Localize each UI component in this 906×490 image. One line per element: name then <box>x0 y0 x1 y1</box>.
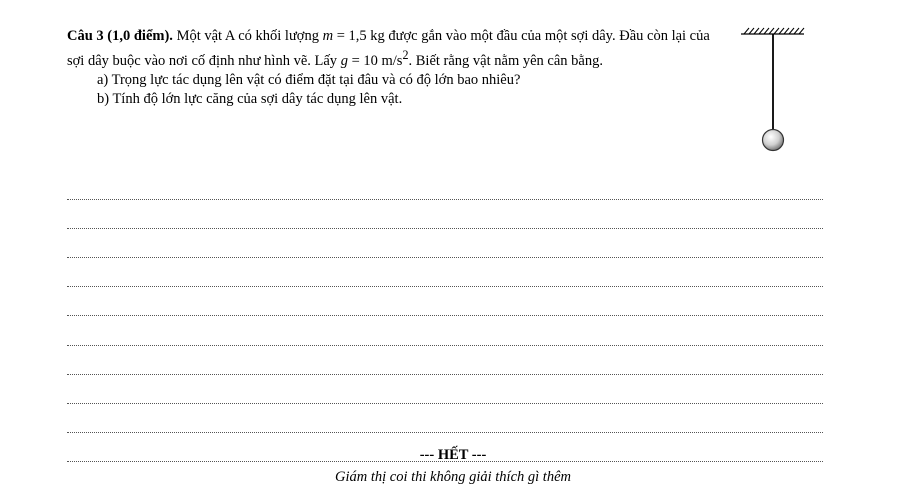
answer-line <box>67 258 823 287</box>
part-a: a) Trọng lực tác dụng lên vật có điểm đặt tại đâu và có độ lớn bao nhiêu? <box>97 71 521 88</box>
stem-text-1: Một vật A có khối lượng <box>172 28 323 44</box>
question-stem <box>67 27 727 71</box>
pendulum-figure <box>740 26 810 156</box>
answer-line <box>67 171 823 200</box>
ceiling-hatch <box>741 28 804 34</box>
part-b: b) Tính độ lớn lực căng của sợi dây tác dụng lên vật. <box>97 90 403 107</box>
answer-line <box>67 229 823 258</box>
end-mark: --- HẾT --- <box>419 447 487 463</box>
question-3 <box>67 27 727 109</box>
answer-line <box>67 316 823 345</box>
answer-line <box>67 375 823 404</box>
stem-text-3: = 10 m/s <box>347 52 403 69</box>
answer-lines <box>67 171 823 462</box>
answer-line <box>67 200 823 229</box>
answer-line <box>67 287 823 316</box>
answer-line <box>67 404 823 433</box>
exponent: 2 <box>402 48 409 62</box>
gravity-variable: g <box>340 52 348 69</box>
stem-text-4: . Biết rằng vật nằm yên cân bằng. <box>408 52 603 69</box>
footer-note: Giám thị coi thi không giải thích gì thêm <box>334 469 571 485</box>
stem-text-2: = 1,5 kg được gắn vào một đầu của một sợi dây. Đầu còn lại của sợi dây buộc vào nơi cố định như hình vẽ. Lấy <box>67 28 710 69</box>
object-a-ball <box>763 130 784 151</box>
answer-line <box>67 346 823 375</box>
question-heading: Câu 3 (1,0 điểm). <box>67 28 173 44</box>
mass-variable: m <box>322 28 334 44</box>
